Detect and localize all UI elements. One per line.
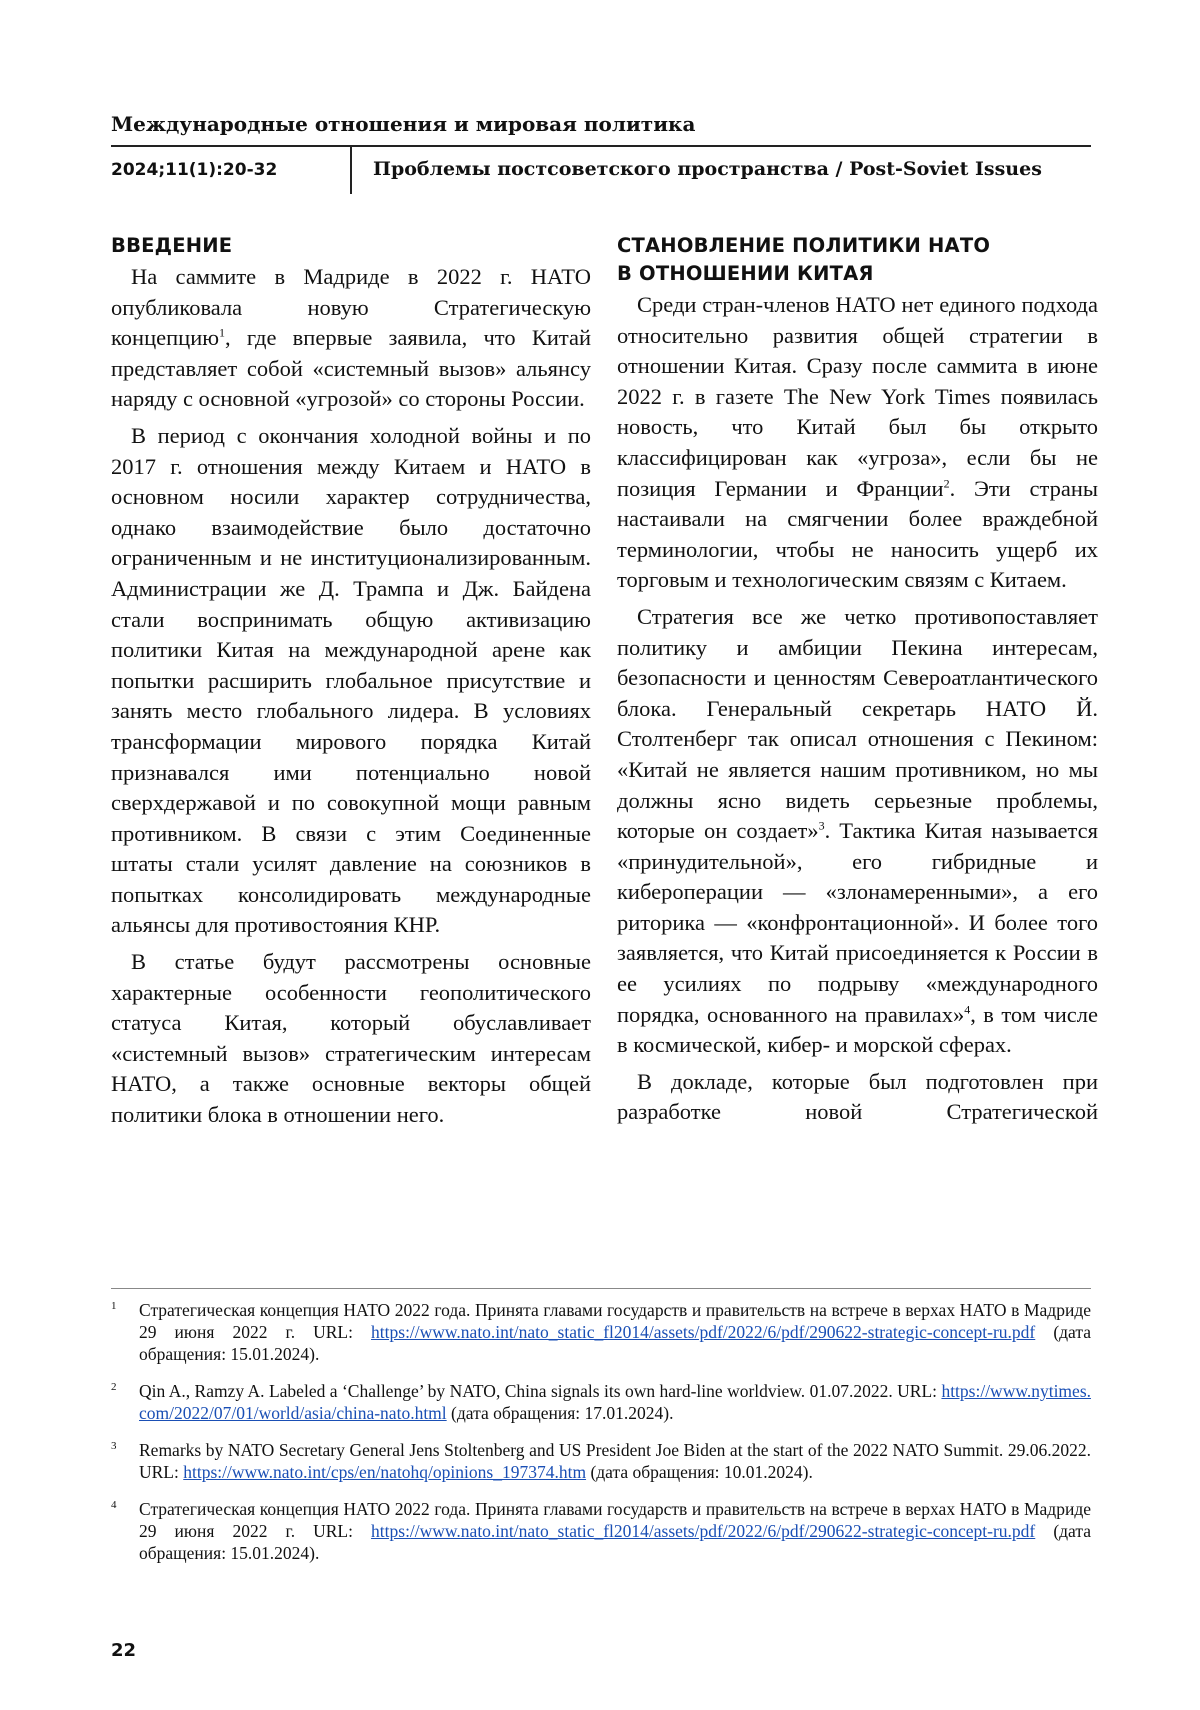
paragraph: В статье будут рассмотрены основные характерные особенности геополитического статуса Китая, который обуславливает «системный вызов» стратегическим интересам НАТО, а также основные векторы общей политики блока в отношении него.: [111, 949, 591, 1128]
footnote: [111, 1498, 1091, 1564]
header-vertical-divider: [350, 147, 352, 194]
paragraph: В докладе, которые был подготовлен при разработке новой Стратегической: [617, 1068, 1098, 1125]
paragraph-text: , где впервые заявила, что Китай представляет собой «системный вызов» альянсу наряду с основной «угрозой» со стороны России.: [111, 325, 591, 412]
footnote-ref[interactable]: 4: [964, 1002, 971, 1017]
footnote-ref[interactable]: 1: [219, 325, 226, 340]
running-head-section: Международные отношения и мировая политика: [111, 112, 696, 136]
journal-title: Проблемы постсоветского пространства / Post-Soviet Issues: [373, 158, 1042, 180]
page-number: 22: [111, 1640, 137, 1661]
footnote-text: Стратегическая концепция НАТО 2022 года. Принята главами государств и правительств на встрече в верхах НАТО в Мадриде 29 июня 2022 г. URL:: [139, 1499, 1091, 1541]
issue-info: 2024;11(1):20-32: [111, 160, 278, 180]
footnote-text: Qin A., Ramzy A. Labeled a ‘Challenge’ by NATO, China signals its own hard-line worldview. 01.07.2022. URL:: [139, 1381, 942, 1401]
footnote-text: Remarks by NATO Secretary General Jens Stoltenberg and US President Joe Biden at the start of the 2022 NATO Summit. 29.06.2022. URL:: [139, 1440, 1091, 1482]
footnote: [111, 1380, 1091, 1424]
paragraph: [617, 290, 1098, 596]
paragraph: [617, 602, 1098, 1061]
paragraph-text: , в том числе в космической, кибер- и морской сферах.: [617, 1001, 1098, 1058]
footnote-link[interactable]: https://www.nato.int/nato_static_fl2014/assets/pdf/2022/6/pdf/290622-strategic-concept-ru.pdf: [371, 1521, 1036, 1541]
section-heading-nato-policy: [617, 232, 1098, 288]
paragraph-text: . Тактика Китая называется «принудительной», его гибридные и кибероперации — «злонамеренными», а его риторика — «конфронтационной». И более того заявляется, что Китай присоединяется к России в ее усилиях по подрыву «международного порядка, основанного на правилах»: [617, 818, 1098, 1027]
paragraph: [111, 262, 591, 415]
paragraph-text: Стратегия все же четко противопоставляет политику и амбиции Пекина интересам, безопасности и ценностям Североатлантического блока. Генеральный секретарь НАТО Й. Столтенберг так описал отношения с Пекином: «Китай не является нашим противником, но мы должны ясно видеть серьезные проблемы, которые он создает»: [617, 603, 1098, 844]
footnote-access-date: (дата обращения: 15.01.2024).: [139, 1521, 1091, 1563]
section-heading-introduction: ВВЕДЕНИЕ: [111, 234, 233, 257]
paragraph-text: Среди стран-членов НАТО нет единого подхода относительно развития общей стратегии в отношении Китая. Сразу после саммита в июне 2022 г. в газете The New York Times появилась новость, что Китай был бы открыто классифицирован как «угроза», если бы не позиция Германии и Франции: [617, 292, 1098, 501]
footnote-number: 4: [111, 1499, 117, 1511]
footnote-number: 2: [111, 1381, 117, 1393]
footnote: [111, 1299, 1091, 1365]
footnote-text: Стратегическая концепция НАТО 2022 года. Принята главами государств и правительств на встрече в верхах НАТО в Мадриде 29 июня 2022 г. URL:: [139, 1300, 1091, 1342]
paragraph: В период с окончания холодной войны и по 2017 г. отношения между Китаем и НАТО в основном носили характер сотрудничества, однако взаимодействие было достаточно ограниченным и не институционализированным. Администрации же Д. Трампа и Дж. Байдена стали воспринимать общую активизацию политики Китая на международной арене как попытки расширить глобальное присутствие и занять место глобального лидера. В условиях трансформации мирового порядка Китай признавался ими потенциально новой сверхдержавой и по совокупной мощи равным противником. В связи с этим Соединенные штаты стали усилят давление на союзников в попытках консолидировать международные альянсы для противостояния КНР.: [111, 422, 591, 938]
footnote-ref[interactable]: 2: [943, 476, 950, 491]
footnote-link[interactable]: https://www.nato.int/cps/en/natohq/opinions_197374.htm: [183, 1462, 587, 1482]
footnotes: [111, 1299, 1091, 1579]
footnote-link[interactable]: https://www.nytimes.com/2022/07/01/world/asia/china-nato.html: [139, 1381, 1091, 1423]
footnote-access-date: (дата обращения: 10.01.2024).: [586, 1462, 813, 1482]
paragraph-text: На саммите в Мадриде в 2022 г. НАТО опубликовала новую Стратегическую концепцию: [111, 264, 591, 351]
footnote-access-date: (дата обращения: 17.01.2024).: [446, 1403, 674, 1423]
footnote-number: 3: [111, 1440, 117, 1452]
footnote-access-date: (дата обращения: 15.01.2024).: [139, 1322, 1091, 1364]
footnote-number: 1: [111, 1300, 117, 1312]
section-heading-line: СТАНОВЛЕНИЕ ПОЛИТИКИ НАТО: [617, 234, 991, 257]
paragraph-text: . Эти страны настаивали на смягчении более враждебной терминологии, чтобы не наносить ущерб их торговым и технологическим связям с Китаем.: [617, 475, 1098, 593]
header-divider: [111, 145, 1091, 147]
section-heading-line: В ОТНОШЕНИИ КИТАЯ: [617, 262, 874, 285]
footnote-link[interactable]: https://www.nato.int/nato_static_fl2014/assets/pdf/2022/6/pdf/290622-strategic-concept-ru.pdf: [371, 1322, 1036, 1342]
footnotes-divider: [111, 1288, 1091, 1289]
left-column: [111, 232, 591, 1137]
right-column: [617, 232, 1098, 1134]
footnote: [111, 1439, 1091, 1483]
footnote-ref[interactable]: 3: [818, 818, 825, 833]
